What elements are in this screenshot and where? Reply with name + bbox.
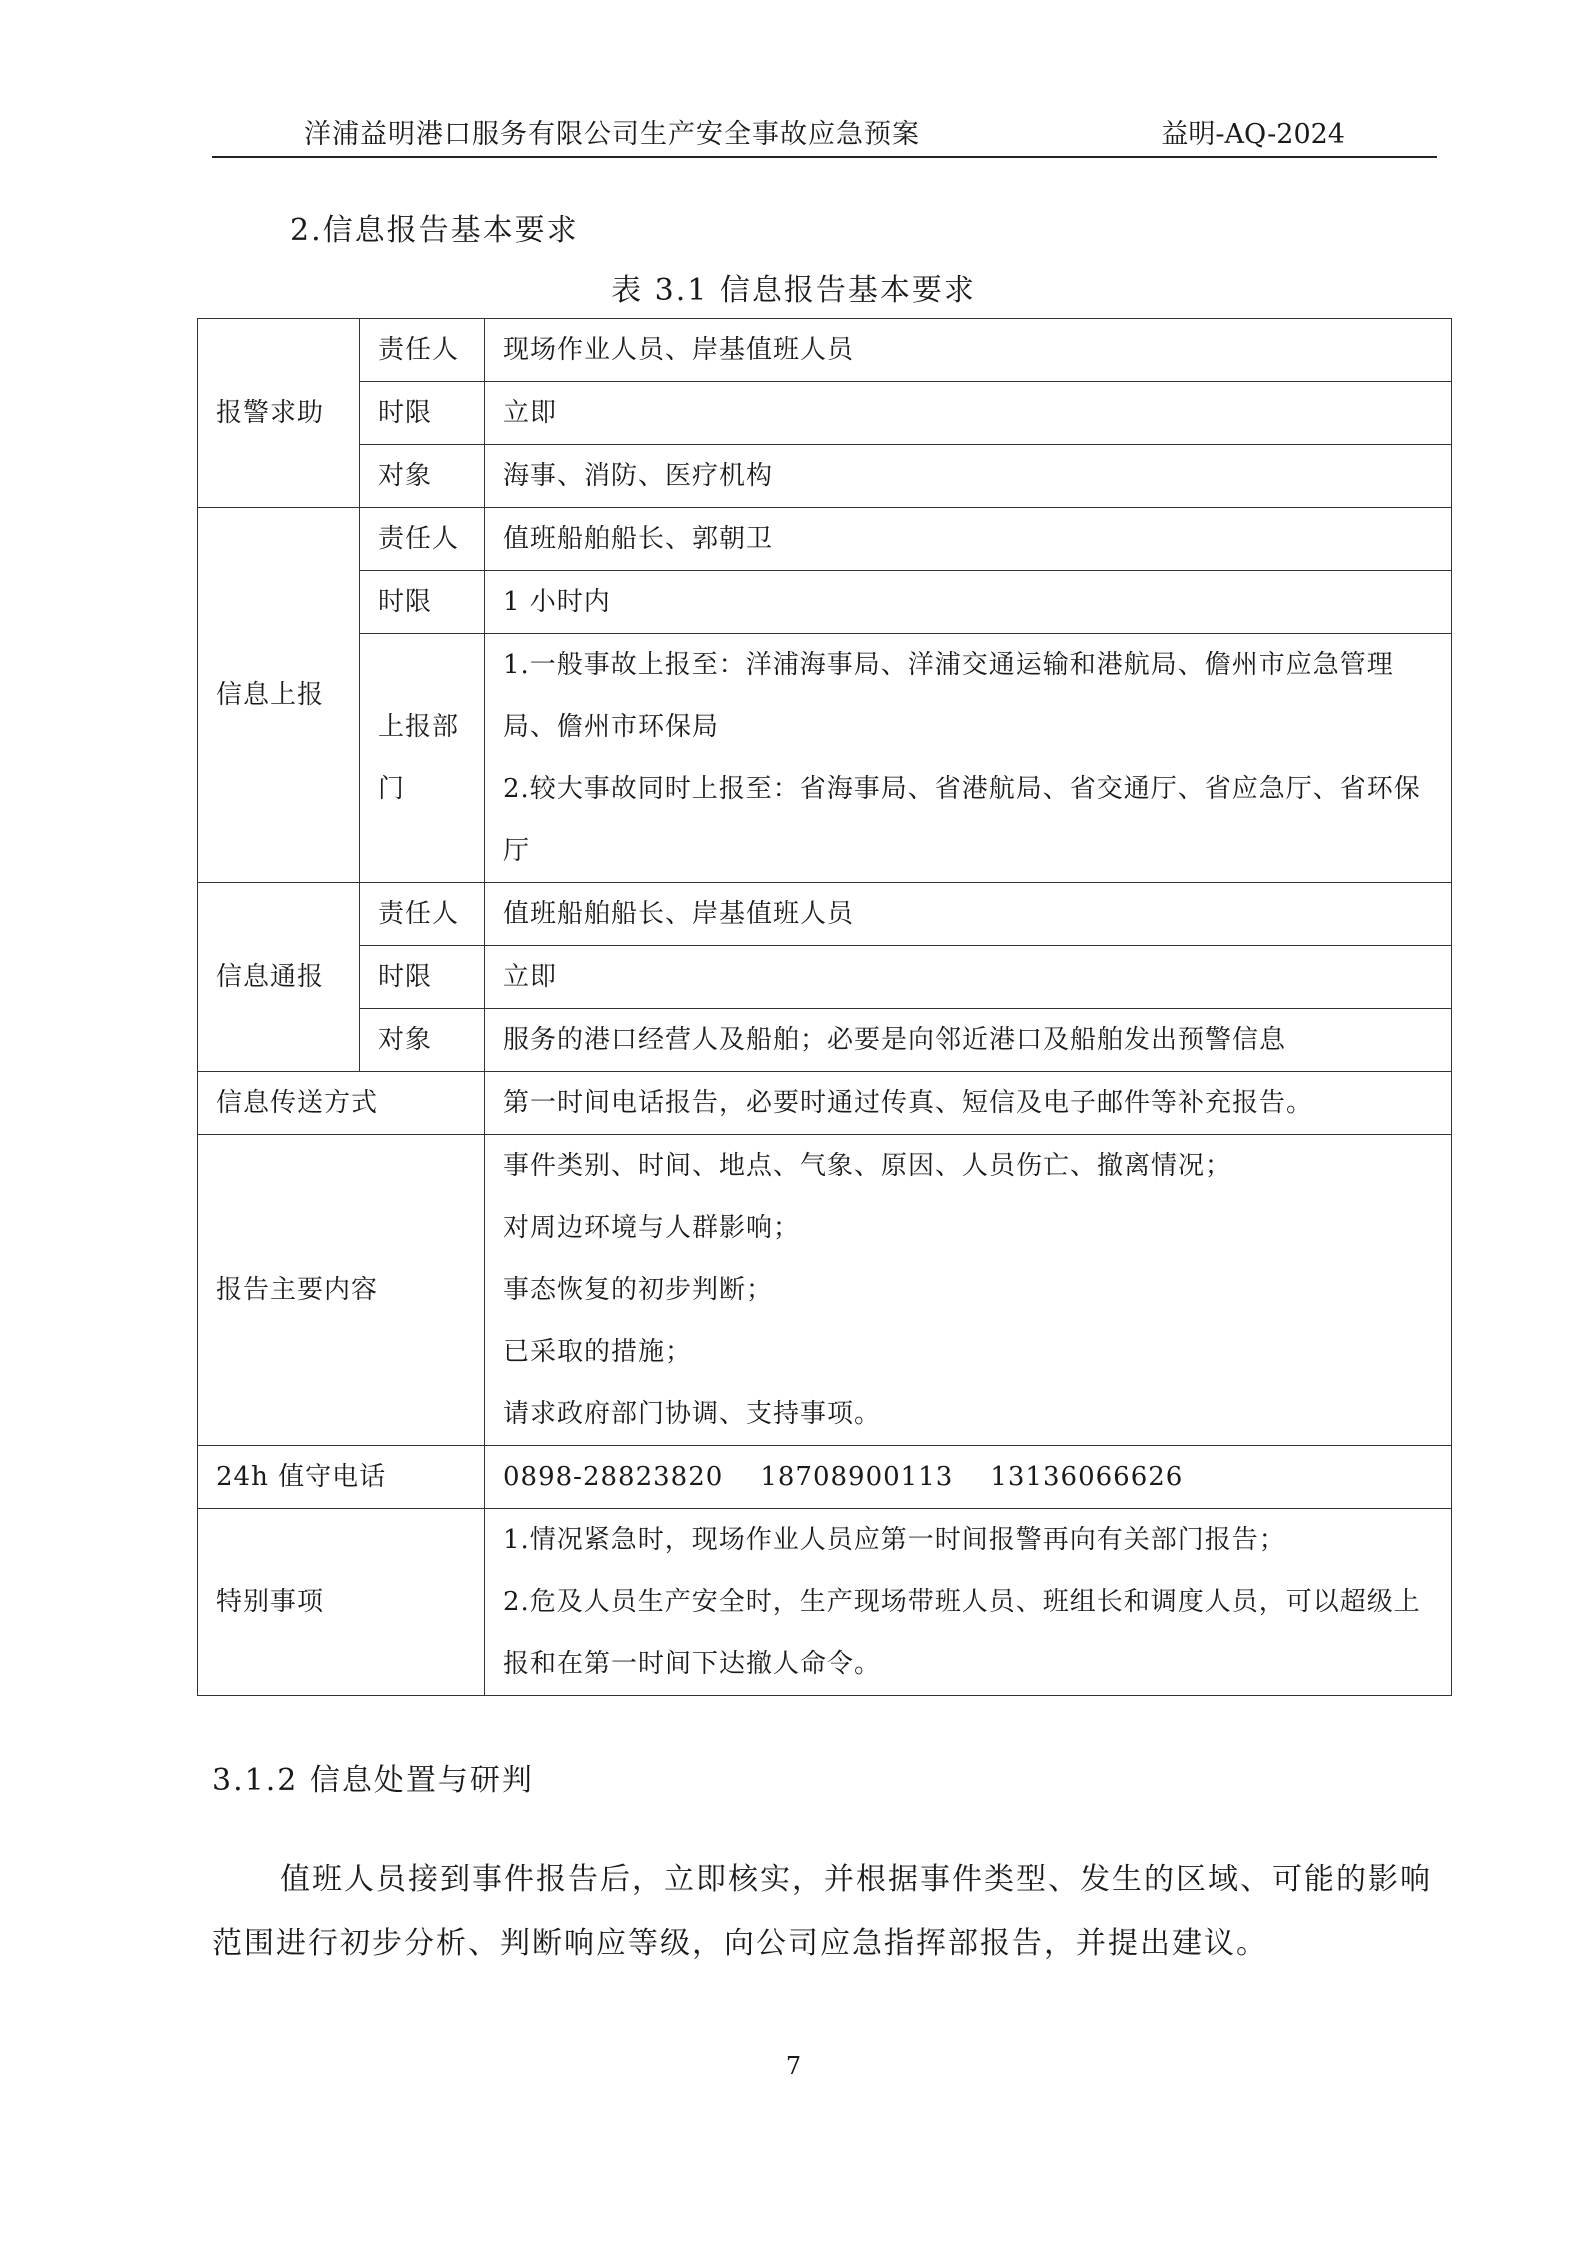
row-value: 服务的港口经营人及船舶；必要是向邻近港口及船舶发出预警信息 [485,1009,1452,1072]
row-value: 立即 [485,382,1452,445]
table-row [198,508,1452,571]
dept-line: 1.一般事故上报至：洋浦海事局、洋浦交通运输和港航局、儋州市应急管理局、儋州市环保局 [503,650,1394,742]
table-row [198,382,1452,445]
row-value: 1 小时内 [485,571,1452,634]
row-value-dept [485,634,1452,883]
table-caption: 表 3.1 信息报告基本要求 [611,273,976,308]
table-row [198,1072,1452,1135]
group-label-alarm: 报警求助 [198,319,360,508]
table-row [198,883,1452,946]
row-key: 责任人 [360,508,485,571]
table-row [198,946,1452,1009]
table-row [198,1509,1452,1696]
row-key: 时限 [360,382,485,445]
table-row [198,1446,1452,1509]
page-number: 7 [785,2052,802,2080]
requirements-table [197,318,1452,1696]
content-value [485,1135,1452,1446]
hotline-value: 0898-28823820 18708900113 13136066626 [485,1446,1452,1509]
row-key: 时限 [360,571,485,634]
row-value: 现场作业人员、岸基值班人员 [485,319,1452,382]
content-line: 请求政府部门协调、支持事项。 [503,1399,882,1429]
content-line: 事态恢复的初步判断； [503,1275,774,1305]
dept-line: 2.较大事故同时上报至：省海事局、省港航局、省交通厅、省应急厅、省环保厅 [503,774,1421,866]
table-row [198,1135,1452,1446]
group-label-notify: 信息通报 [198,883,360,1072]
row-key: 对象 [360,445,485,508]
row-key-dept: 上报部门 [360,634,485,883]
content-line: 已采取的措施； [503,1337,693,1367]
special-label: 特别事项 [198,1509,485,1696]
body-paragraph: 值班人员接到事件报告后，立即核实，并根据事件类型、发生的区域、可能的影响范围进行初步分析、判断响应等级，向公司应急指挥部报告，并提出建议。 [212,1862,1432,1961]
table-row [198,571,1452,634]
table-row [198,319,1452,382]
group-label-report: 信息上报 [198,508,360,883]
transmit-value: 第一时间电话报告，必要时通过传真、短信及电子邮件等补充报告。 [485,1072,1452,1135]
document-code: 益明-AQ-2024 [1161,119,1345,150]
page-header [212,108,1437,158]
content-label: 报告主要内容 [198,1135,485,1446]
table-row [198,634,1452,883]
row-key: 责任人 [360,883,485,946]
row-key: 对象 [360,1009,485,1072]
table-row [198,445,1452,508]
subsection-title: 3.1.2 信息处置与研判 [212,1763,534,1798]
row-value: 值班船舶船长、郭朝卫 [485,508,1452,571]
content-line: 事件类别、时间、地点、气象、原因、人员伤亡、撤离情况； [503,1151,1233,1181]
row-key: 时限 [360,946,485,1009]
special-line: 1.情况紧急时，现场作业人员应第一时间报警再向有关部门报告； [503,1525,1286,1555]
row-key: 责任人 [360,319,485,382]
content-line: 对周边环境与人群影响； [503,1213,801,1243]
transmit-label: 信息传送方式 [198,1072,485,1135]
special-line: 2.危及人员生产安全时，生产现场带班人员、班组长和调度人员，可以超级上报和在第一时间下达撤人命令。 [503,1587,1421,1679]
hotline-label: 24h 值守电话 [198,1446,485,1509]
row-value: 海事、消防、医疗机构 [485,445,1452,508]
row-value: 立即 [485,946,1452,1009]
document-title: 洋浦益明港口服务有限公司生产安全事故应急预案 [304,119,920,150]
table-row [198,1009,1452,1072]
special-value [485,1509,1452,1696]
section-title: 2.信息报告基本要求 [290,213,579,248]
row-value: 值班船舶船长、岸基值班人员 [485,883,1452,946]
